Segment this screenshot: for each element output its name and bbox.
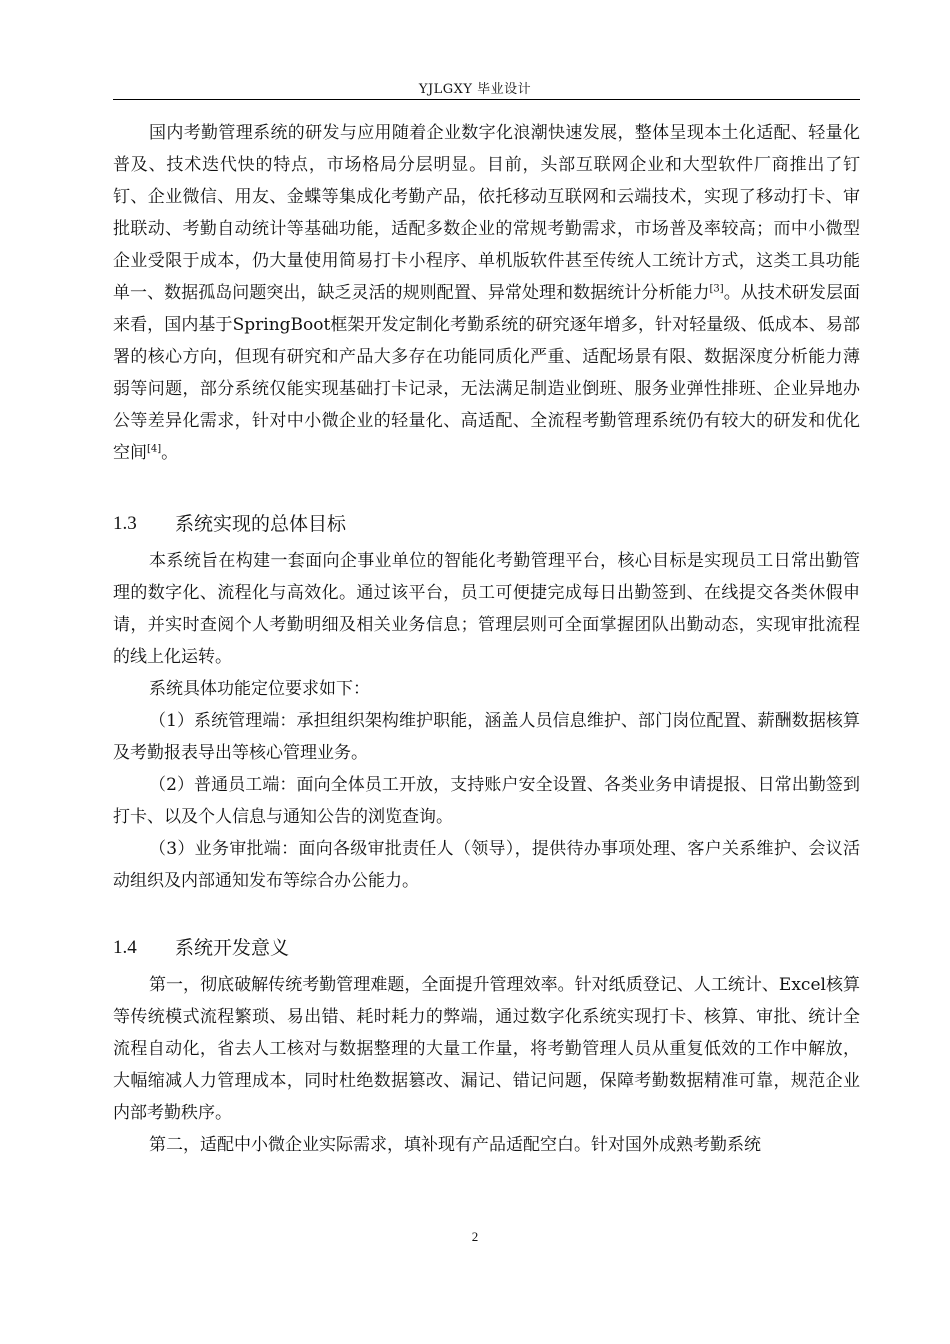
page-header: YJLGXY 毕业设计 [418, 82, 532, 97]
section-heading-1-4 [113, 933, 860, 963]
section-1-3-paragraph: 本系统旨在构建一套面向企事业单位的智能化考勤管理平台，核心目标是实现员工日常出勤管理的数字化、流程化与高效化。通过该平台，员工可便捷完成每日出勤签到、在线提交各类休假申请，并实时查阅个人考勤明细及相关业务信息；管理层则可全面掌握团队出勤动态，实现审批流程的线上化运转。 [113, 551, 860, 667]
list-item-approver: （3）业务审批端：面向各级审批责任人（领导），提供待办事项处理、客户关系维护、会议活动组织及内部通知发布等综合办公能力。 [113, 839, 860, 891]
section-title: 系统实现的总体目标 [175, 513, 347, 535]
intro-text-1: 国内考勤管理系统的研发与应用随着企业数字化浪潮快速发展，整体呈现本土化适配、轻量化普及、技术迭代快的特点，市场格局分层明显。目前，头部互联网企业和大型软件厂商推出了钉钉、企业微信、用友、金蝶等集成化考勤产品，依托移动互联网和云端技术，实现了移动打卡、审批联动、考勤自动统计等基础功能，适配多数企业的常规考勤需求，市场普及率较高；而中小微型企业受限于成本，仍大量使用简易打卡小程序、单机版软件甚至传统人工统计方式，这类工具功能单一、数据孤岛问题突出，缺乏灵活的规则配置、异常处理和数据统计分析能力 [113, 123, 860, 303]
citation-3: [3] [709, 283, 724, 295]
section-title: 系统开发意义 [175, 937, 290, 959]
list-item-employee: （2）普通员工端：面向全体员工开放，支持账户安全设置、各类业务申请提报、日常出勤签到打卡、以及个人信息与通知公告的浏览查询。 [113, 775, 860, 827]
intro-text-2: 。从技术研发层面来看，国内基于SpringBoot框架开发定制化考勤系统的研究逐年增多，针对轻量级、低成本、易部署的核心方向，但现有研究和产品大多存在功能同质化严重、适配场景有限、数据深度分析能力薄弱等问题，部分系统仅能实现基础打卡记录，无法满足制造业倒班、服务业弹性排班、企业异地办公等差异化需求，针对中小微企业的轻量化、高适配、全流程考勤管理系统仍有较大的研发和优化空间 [113, 283, 861, 463]
intro-paragraph [113, 117, 860, 469]
page-number: 2 [471, 1229, 479, 1244]
section-number: 1.4 [113, 937, 137, 958]
section-1-4-paragraph-2: 第二，适配中小微企业实际需求，填补现有产品适配空白。针对国外成熟考勤系统 [149, 1135, 761, 1155]
page-body [113, 117, 860, 1161]
intro-text-3: 。 [161, 443, 179, 463]
list-item-admin: （1）系统管理端：承担组织架构维护职能，涵盖人员信息维护、部门岗位配置、薪酬数据核算及考勤报表导出等核心管理业务。 [113, 711, 860, 763]
citation-4: [4] [147, 443, 162, 455]
section-1-4-paragraph-1: 第一，彻底破解传统考勤管理难题，全面提升管理效率。针对纸质登记、人工统计、Excel核算等传统模式流程繁琐、易出错、耗时耗力的弊端，通过数字化系统实现打卡、核算、审批、统计全流程自动化，省去人工核对与数据整理的大量工作量，将考勤管理人员从重复低效的工作中解放，大幅缩减人力管理成本，同时杜绝数据篡改、漏记、错记问题，保障考勤数据精准可靠，规范企业内部考勤秩序。 [113, 975, 860, 1123]
section-1-3-intro-line: 系统具体功能定位要求如下： [149, 679, 370, 699]
header-divider [113, 99, 860, 100]
section-heading-1-3 [113, 509, 860, 539]
section-number: 1.3 [113, 513, 137, 534]
